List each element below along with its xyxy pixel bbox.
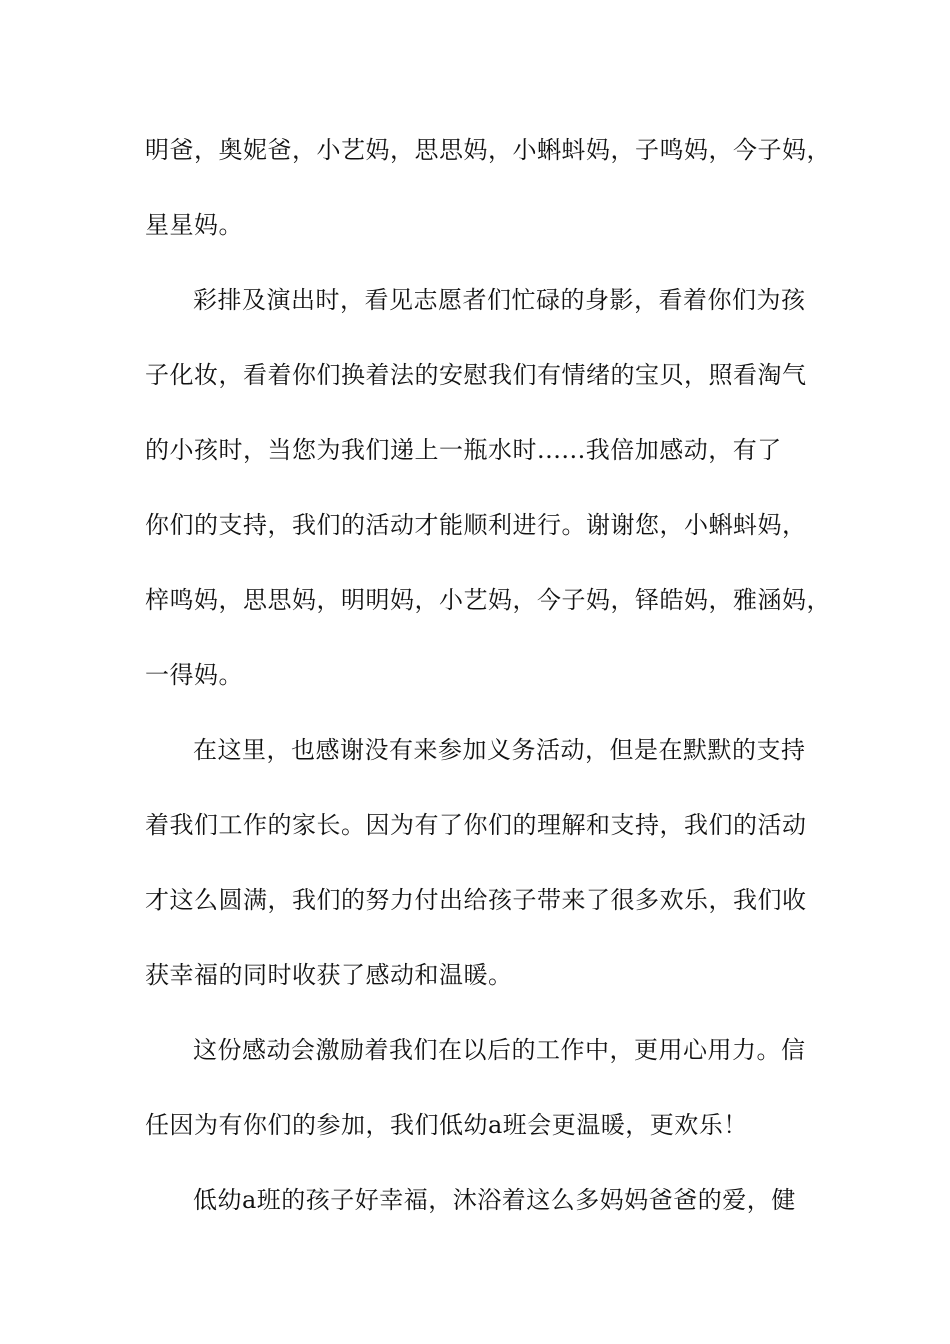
text-line: 一得妈。	[145, 661, 243, 689]
paragraph-start-line: 彩排及演出时，看见志愿者们忙碌的身影，看着你们为孩	[193, 286, 806, 314]
text-line: 获幸福的同时收获了感动和温暖。	[145, 961, 513, 989]
paragraph-start-line: 低幼a班的孩子好幸福，沐浴着这么多妈妈爸爸的爱，健	[193, 1186, 796, 1214]
document-body	[145, 113, 831, 1238]
text-line: 星星妈。	[145, 211, 243, 239]
text-line: 梓鸣妈，思思妈，明明妈，小艺妈，今子妈，铎皓妈，雅涵妈，	[145, 586, 831, 614]
text-line: 明爸，奥妮爸，小艺妈，思思妈，小蝌蚪妈，子鸣妈，今子妈，	[145, 136, 831, 164]
paragraph-start-line: 这份感动会激励着我们在以后的工作中，更用心用力。信	[193, 1036, 806, 1064]
text-line: 才这么圆满，我们的努力付出给孩子带来了很多欢乐，我们收	[145, 886, 807, 914]
text-line: 的小孩时，当您为我们递上一瓶水时......我倍加感动，有了	[145, 436, 782, 464]
text-line: 任因为有你们的参加，我们低幼a班会更温暖，更欢乐！	[145, 1111, 748, 1139]
text-line: 你们的支持，我们的活动才能顺利进行。谢谢您，小蝌蚪妈，	[145, 511, 807, 539]
paragraph-start-line: 在这里，也感谢没有来参加义务活动，但是在默默的支持	[193, 736, 806, 764]
text-line: 子化妆，看着你们换着法的安慰我们有情绪的宝贝，照看淘气	[145, 361, 807, 389]
text-line: 着我们工作的家长。因为有了你们的理解和支持，我们的活动	[145, 811, 807, 839]
